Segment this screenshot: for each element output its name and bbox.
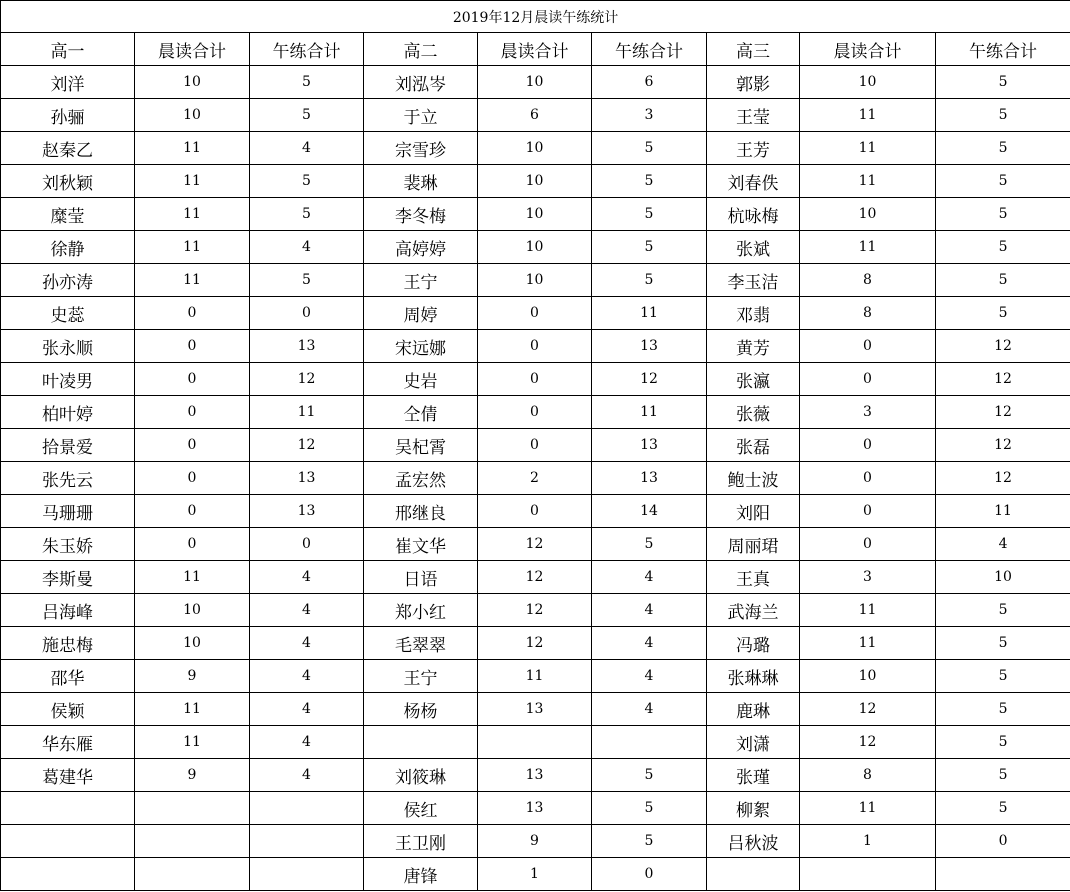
header-noon-total-grade2: 午练合计 bbox=[592, 33, 707, 66]
grade1-morning-cell: 0 bbox=[135, 330, 250, 363]
table-row bbox=[1, 132, 1070, 165]
table-row bbox=[1, 99, 1070, 132]
grade1-morning-cell: 9 bbox=[135, 660, 250, 693]
grade1-name-cell: 柏叶婷 bbox=[1, 396, 135, 429]
grade3-morning-cell: 11 bbox=[800, 165, 936, 198]
grade1-morning-cell: 0 bbox=[135, 363, 250, 396]
grade3-noon-cell: 5 bbox=[936, 198, 1070, 231]
grade2-name-cell: 史岩 bbox=[364, 363, 478, 396]
grade2-noon-cell: 11 bbox=[592, 396, 707, 429]
grade1-noon-cell: 4 bbox=[250, 231, 364, 264]
grade3-morning-cell: 11 bbox=[800, 594, 936, 627]
grade1-name-cell: 李斯曼 bbox=[1, 561, 135, 594]
grade3-name-cell: 王莹 bbox=[707, 99, 800, 132]
grade1-morning-cell: 10 bbox=[135, 594, 250, 627]
grade3-morning-cell: 11 bbox=[800, 231, 936, 264]
header-grade3: 高三 bbox=[707, 33, 800, 66]
grade1-noon-cell: 13 bbox=[250, 462, 364, 495]
grade3-name-cell: 张薇 bbox=[707, 396, 800, 429]
grade3-morning-cell: 8 bbox=[800, 759, 936, 792]
grade3-name-cell: 鹿琳 bbox=[707, 693, 800, 726]
grade2-morning-cell: 10 bbox=[478, 132, 592, 165]
grade3-noon-cell: 5 bbox=[936, 693, 1070, 726]
grade3-noon-cell: 4 bbox=[936, 528, 1070, 561]
table-row bbox=[1, 66, 1070, 99]
grade2-morning-cell: 12 bbox=[478, 594, 592, 627]
grade1-morning-cell: 10 bbox=[135, 66, 250, 99]
grade3-name-cell: 李玉洁 bbox=[707, 264, 800, 297]
table-row bbox=[1, 594, 1070, 627]
grade1-noon-cell: 12 bbox=[250, 429, 364, 462]
grade1-name-cell: 赵秦乙 bbox=[1, 132, 135, 165]
grade2-noon-cell: 11 bbox=[592, 297, 707, 330]
grade1-morning-cell: 10 bbox=[135, 99, 250, 132]
grade1-morning-cell: 11 bbox=[135, 198, 250, 231]
grade2-name-cell: 吴杞霄 bbox=[364, 429, 478, 462]
table-row bbox=[1, 231, 1070, 264]
grade2-name-cell: 王宁 bbox=[364, 264, 478, 297]
grade3-morning-cell: 0 bbox=[800, 363, 936, 396]
grade3-name-cell: 张斌 bbox=[707, 231, 800, 264]
grade2-morning-cell: 0 bbox=[478, 429, 592, 462]
grade1-morning-cell: 10 bbox=[135, 627, 250, 660]
grade3-morning-cell: 10 bbox=[800, 66, 936, 99]
grade2-noon-cell: 5 bbox=[592, 825, 707, 858]
grade3-morning-cell: 8 bbox=[800, 297, 936, 330]
grade3-name-cell: 刘春佚 bbox=[707, 165, 800, 198]
grade1-noon-cell: 4 bbox=[250, 627, 364, 660]
grade3-noon-cell: 5 bbox=[936, 132, 1070, 165]
grade2-name-cell: 郑小红 bbox=[364, 594, 478, 627]
grade2-morning-cell: 0 bbox=[478, 330, 592, 363]
grade3-morning-cell: 10 bbox=[800, 198, 936, 231]
grade1-noon-cell: 4 bbox=[250, 561, 364, 594]
grade3-morning-cell: 11 bbox=[800, 792, 936, 825]
grade3-morning-cell: 10 bbox=[800, 660, 936, 693]
grade1-name-cell: 华东雁 bbox=[1, 726, 135, 759]
grade3-noon-cell: 12 bbox=[936, 429, 1070, 462]
grade2-morning-cell: 2 bbox=[478, 462, 592, 495]
grade3-noon-cell: 5 bbox=[936, 627, 1070, 660]
grade1-name-cell: 吕海峰 bbox=[1, 594, 135, 627]
grade3-morning-cell: 3 bbox=[800, 396, 936, 429]
grade2-name-cell: 王宁 bbox=[364, 660, 478, 693]
grade1-noon-cell: 0 bbox=[250, 297, 364, 330]
grade2-morning-cell: 10 bbox=[478, 66, 592, 99]
grade2-name-cell: 宗雪珍 bbox=[364, 132, 478, 165]
grade3-morning-cell: 3 bbox=[800, 561, 936, 594]
grade2-noon-cell: 5 bbox=[592, 198, 707, 231]
grade1-morning-cell: 11 bbox=[135, 231, 250, 264]
table-row bbox=[1, 660, 1070, 693]
table-row bbox=[1, 528, 1070, 561]
grade3-morning-cell: 1 bbox=[800, 825, 936, 858]
grade3-noon-cell: 10 bbox=[936, 561, 1070, 594]
grade1-morning-cell: 0 bbox=[135, 429, 250, 462]
grade1-morning-cell: 11 bbox=[135, 693, 250, 726]
grade3-noon-cell: 12 bbox=[936, 330, 1070, 363]
grade1-morning-cell: 0 bbox=[135, 495, 250, 528]
grade2-name-cell bbox=[364, 726, 478, 759]
grade2-noon-cell: 6 bbox=[592, 66, 707, 99]
table-row bbox=[1, 396, 1070, 429]
grade1-name-cell bbox=[1, 792, 135, 825]
grade1-morning-cell: 11 bbox=[135, 264, 250, 297]
grade2-noon-cell: 14 bbox=[592, 495, 707, 528]
header-noon-total-grade3: 午练合计 bbox=[936, 33, 1070, 66]
grade1-name-cell: 施忠梅 bbox=[1, 627, 135, 660]
grade1-noon-cell bbox=[250, 792, 364, 825]
grade3-name-cell: 郭影 bbox=[707, 66, 800, 99]
grade1-name-cell bbox=[1, 825, 135, 858]
table-row bbox=[1, 297, 1070, 330]
grade2-name-cell: 高婷婷 bbox=[364, 231, 478, 264]
grade3-morning-cell: 12 bbox=[800, 693, 936, 726]
grade1-name-cell: 刘秋颖 bbox=[1, 165, 135, 198]
grade3-name-cell: 周丽珺 bbox=[707, 528, 800, 561]
grade1-noon-cell: 4 bbox=[250, 726, 364, 759]
table-title: 2019年12月晨读午练统计 bbox=[1, 1, 1070, 33]
grade2-noon-cell: 3 bbox=[592, 99, 707, 132]
table-row bbox=[1, 627, 1070, 660]
grade3-name-cell: 杭咏梅 bbox=[707, 198, 800, 231]
header-morning-total-grade1: 晨读合计 bbox=[135, 33, 250, 66]
grade3-noon-cell: 12 bbox=[936, 462, 1070, 495]
grade1-name-cell: 张永顺 bbox=[1, 330, 135, 363]
grade2-name-cell: 侯红 bbox=[364, 792, 478, 825]
grade1-noon-cell: 13 bbox=[250, 330, 364, 363]
grade3-name-cell: 冯璐 bbox=[707, 627, 800, 660]
grade2-noon-cell: 5 bbox=[592, 165, 707, 198]
grade2-name-cell: 杨杨 bbox=[364, 693, 478, 726]
header-morning-total-grade2: 晨读合计 bbox=[478, 33, 592, 66]
grade1-morning-cell: 11 bbox=[135, 132, 250, 165]
grade1-morning-cell bbox=[135, 858, 250, 891]
grade1-morning-cell: 0 bbox=[135, 528, 250, 561]
grade2-morning-cell: 9 bbox=[478, 825, 592, 858]
table-row bbox=[1, 693, 1070, 726]
grade3-morning-cell: 11 bbox=[800, 99, 936, 132]
grade3-name-cell bbox=[707, 858, 800, 891]
table-row bbox=[1, 462, 1070, 495]
grade2-name-cell: 毛翠翠 bbox=[364, 627, 478, 660]
grade2-morning-cell bbox=[478, 726, 592, 759]
table-row bbox=[1, 825, 1070, 858]
grade2-name-cell: 周婷 bbox=[364, 297, 478, 330]
header-noon-total-grade1: 午练合计 bbox=[250, 33, 364, 66]
grade3-morning-cell: 11 bbox=[800, 627, 936, 660]
grade2-noon-cell: 12 bbox=[592, 363, 707, 396]
grade1-noon-cell: 0 bbox=[250, 528, 364, 561]
table-row bbox=[1, 198, 1070, 231]
grade1-name-cell bbox=[1, 858, 135, 891]
grade1-name-cell: 拾景爱 bbox=[1, 429, 135, 462]
table-row bbox=[1, 165, 1070, 198]
grade3-name-cell: 张瀛 bbox=[707, 363, 800, 396]
grade3-morning-cell: 0 bbox=[800, 462, 936, 495]
table-row bbox=[1, 363, 1070, 396]
grade2-morning-cell: 13 bbox=[478, 693, 592, 726]
grade1-noon-cell: 5 bbox=[250, 99, 364, 132]
grade3-noon-cell: 0 bbox=[936, 825, 1070, 858]
grade2-noon-cell: 5 bbox=[592, 528, 707, 561]
grade3-name-cell: 吕秋波 bbox=[707, 825, 800, 858]
grade3-name-cell: 张瑾 bbox=[707, 759, 800, 792]
grade2-morning-cell: 6 bbox=[478, 99, 592, 132]
grade2-morning-cell: 0 bbox=[478, 297, 592, 330]
grade1-noon-cell: 4 bbox=[250, 660, 364, 693]
grade1-name-cell: 马珊珊 bbox=[1, 495, 135, 528]
grade1-name-cell: 侯颖 bbox=[1, 693, 135, 726]
grade3-noon-cell: 11 bbox=[936, 495, 1070, 528]
grade2-name-cell: 李冬梅 bbox=[364, 198, 478, 231]
table-row bbox=[1, 264, 1070, 297]
grade2-morning-cell: 0 bbox=[478, 363, 592, 396]
grade3-noon-cell bbox=[936, 858, 1070, 891]
grade1-name-cell: 刘洋 bbox=[1, 66, 135, 99]
grade3-noon-cell: 5 bbox=[936, 297, 1070, 330]
grade3-morning-cell: 0 bbox=[800, 495, 936, 528]
grade1-noon-cell: 4 bbox=[250, 594, 364, 627]
grade3-name-cell: 鲍士波 bbox=[707, 462, 800, 495]
grade2-morning-cell: 13 bbox=[478, 792, 592, 825]
grade1-morning-cell: 9 bbox=[135, 759, 250, 792]
grade3-morning-cell: 11 bbox=[800, 132, 936, 165]
grade2-noon-cell: 5 bbox=[592, 792, 707, 825]
grade1-noon-cell: 12 bbox=[250, 363, 364, 396]
grade3-name-cell: 柳絮 bbox=[707, 792, 800, 825]
grade3-morning-cell: 8 bbox=[800, 264, 936, 297]
grade1-noon-cell: 4 bbox=[250, 693, 364, 726]
grade1-noon-cell: 4 bbox=[250, 759, 364, 792]
grade1-name-cell: 史蕊 bbox=[1, 297, 135, 330]
grade1-morning-cell bbox=[135, 825, 250, 858]
grade2-morning-cell: 12 bbox=[478, 528, 592, 561]
grade1-morning-cell: 0 bbox=[135, 396, 250, 429]
grade2-morning-cell: 1 bbox=[478, 858, 592, 891]
grade2-name-cell: 崔文华 bbox=[364, 528, 478, 561]
table-row bbox=[1, 792, 1070, 825]
grade3-noon-cell: 5 bbox=[936, 792, 1070, 825]
grade1-noon-cell bbox=[250, 825, 364, 858]
grade2-noon-cell: 0 bbox=[592, 858, 707, 891]
grade2-morning-cell: 10 bbox=[478, 165, 592, 198]
grade1-noon-cell: 5 bbox=[250, 264, 364, 297]
grade3-name-cell: 王芳 bbox=[707, 132, 800, 165]
grade2-morning-cell: 0 bbox=[478, 396, 592, 429]
grade1-morning-cell: 11 bbox=[135, 165, 250, 198]
grade1-name-cell: 张先云 bbox=[1, 462, 135, 495]
grade2-name-cell: 于立 bbox=[364, 99, 478, 132]
grade3-noon-cell: 5 bbox=[936, 759, 1070, 792]
grade3-morning-cell bbox=[800, 858, 936, 891]
grade2-name-cell: 宋远娜 bbox=[364, 330, 478, 363]
table-row bbox=[1, 561, 1070, 594]
grade2-morning-cell: 10 bbox=[478, 231, 592, 264]
grade3-name-cell: 邓翡 bbox=[707, 297, 800, 330]
table-row bbox=[1, 726, 1070, 759]
grade3-name-cell: 黄芳 bbox=[707, 330, 800, 363]
grade2-morning-cell: 12 bbox=[478, 561, 592, 594]
grade1-name-cell: 朱玉娇 bbox=[1, 528, 135, 561]
grade1-morning-cell: 0 bbox=[135, 297, 250, 330]
grade1-noon-cell bbox=[250, 858, 364, 891]
grade2-noon-cell: 5 bbox=[592, 231, 707, 264]
grade2-noon-cell: 5 bbox=[592, 759, 707, 792]
grade3-name-cell: 张磊 bbox=[707, 429, 800, 462]
header-grade1: 高一 bbox=[1, 33, 135, 66]
grade3-morning-cell: 0 bbox=[800, 528, 936, 561]
grade3-noon-cell: 5 bbox=[936, 726, 1070, 759]
grade3-name-cell: 刘阳 bbox=[707, 495, 800, 528]
table-row bbox=[1, 495, 1070, 528]
grade2-noon-cell: 5 bbox=[592, 132, 707, 165]
grade2-name-cell: 王卫刚 bbox=[364, 825, 478, 858]
grade1-noon-cell: 13 bbox=[250, 495, 364, 528]
grade2-morning-cell: 10 bbox=[478, 264, 592, 297]
grade3-morning-cell: 0 bbox=[800, 330, 936, 363]
table-row bbox=[1, 429, 1070, 462]
grade2-name-cell: 裴琳 bbox=[364, 165, 478, 198]
grade2-morning-cell: 11 bbox=[478, 660, 592, 693]
grade3-name-cell: 王真 bbox=[707, 561, 800, 594]
grade2-noon-cell: 4 bbox=[592, 660, 707, 693]
grade2-name-cell: 唐锋 bbox=[364, 858, 478, 891]
grade1-name-cell: 邵华 bbox=[1, 660, 135, 693]
grade1-morning-cell: 11 bbox=[135, 561, 250, 594]
grade1-noon-cell: 5 bbox=[250, 165, 364, 198]
grade2-noon-cell: 4 bbox=[592, 561, 707, 594]
grade1-morning-cell bbox=[135, 792, 250, 825]
grade3-noon-cell: 5 bbox=[936, 66, 1070, 99]
grade3-noon-cell: 12 bbox=[936, 396, 1070, 429]
grade2-morning-cell: 12 bbox=[478, 627, 592, 660]
grade2-name-cell: 刘泓岑 bbox=[364, 66, 478, 99]
grade2-name-cell: 邢继良 bbox=[364, 495, 478, 528]
grade2-noon-cell: 5 bbox=[592, 264, 707, 297]
grade2-noon-cell: 13 bbox=[592, 429, 707, 462]
grade1-name-cell: 孙亦涛 bbox=[1, 264, 135, 297]
grade3-name-cell: 武海兰 bbox=[707, 594, 800, 627]
grade2-name-cell: 刘筱琳 bbox=[364, 759, 478, 792]
table-row bbox=[1, 858, 1070, 891]
grade1-name-cell: 葛建华 bbox=[1, 759, 135, 792]
grade2-morning-cell: 10 bbox=[478, 198, 592, 231]
grade3-name-cell: 刘潇 bbox=[707, 726, 800, 759]
grade2-noon-cell: 4 bbox=[592, 594, 707, 627]
grade3-noon-cell: 5 bbox=[936, 99, 1070, 132]
grade3-noon-cell: 12 bbox=[936, 363, 1070, 396]
grade2-name-cell: 仝倩 bbox=[364, 396, 478, 429]
grade3-morning-cell: 0 bbox=[800, 429, 936, 462]
grade1-name-cell: 孙骊 bbox=[1, 99, 135, 132]
table-row bbox=[1, 759, 1070, 792]
grade3-morning-cell: 12 bbox=[800, 726, 936, 759]
grade1-noon-cell: 5 bbox=[250, 198, 364, 231]
grade2-noon-cell: 4 bbox=[592, 693, 707, 726]
grade2-name-cell: 孟宏然 bbox=[364, 462, 478, 495]
grade1-name-cell: 糜莹 bbox=[1, 198, 135, 231]
grade1-morning-cell: 0 bbox=[135, 462, 250, 495]
grade1-name-cell: 叶凌男 bbox=[1, 363, 135, 396]
grade3-noon-cell: 5 bbox=[936, 165, 1070, 198]
table-row bbox=[1, 330, 1070, 363]
grade1-noon-cell: 11 bbox=[250, 396, 364, 429]
grade2-noon-cell bbox=[592, 726, 707, 759]
grade1-noon-cell: 4 bbox=[250, 132, 364, 165]
grade1-morning-cell: 11 bbox=[135, 726, 250, 759]
grade2-noon-cell: 13 bbox=[592, 462, 707, 495]
header-morning-total-grade3: 晨读合计 bbox=[800, 33, 936, 66]
grade3-name-cell: 张琳琳 bbox=[707, 660, 800, 693]
grade3-noon-cell: 5 bbox=[936, 660, 1070, 693]
grade2-morning-cell: 13 bbox=[478, 759, 592, 792]
grade3-noon-cell: 5 bbox=[936, 264, 1070, 297]
grade3-noon-cell: 5 bbox=[936, 594, 1070, 627]
header-row bbox=[1, 33, 1070, 66]
grade2-morning-cell: 0 bbox=[478, 495, 592, 528]
header-grade2: 高二 bbox=[364, 33, 478, 66]
grade1-name-cell: 徐静 bbox=[1, 231, 135, 264]
grade2-name-cell: 日语 bbox=[364, 561, 478, 594]
grade2-noon-cell: 4 bbox=[592, 627, 707, 660]
grade2-noon-cell: 13 bbox=[592, 330, 707, 363]
grade1-noon-cell: 5 bbox=[250, 66, 364, 99]
grade3-noon-cell: 5 bbox=[936, 231, 1070, 264]
